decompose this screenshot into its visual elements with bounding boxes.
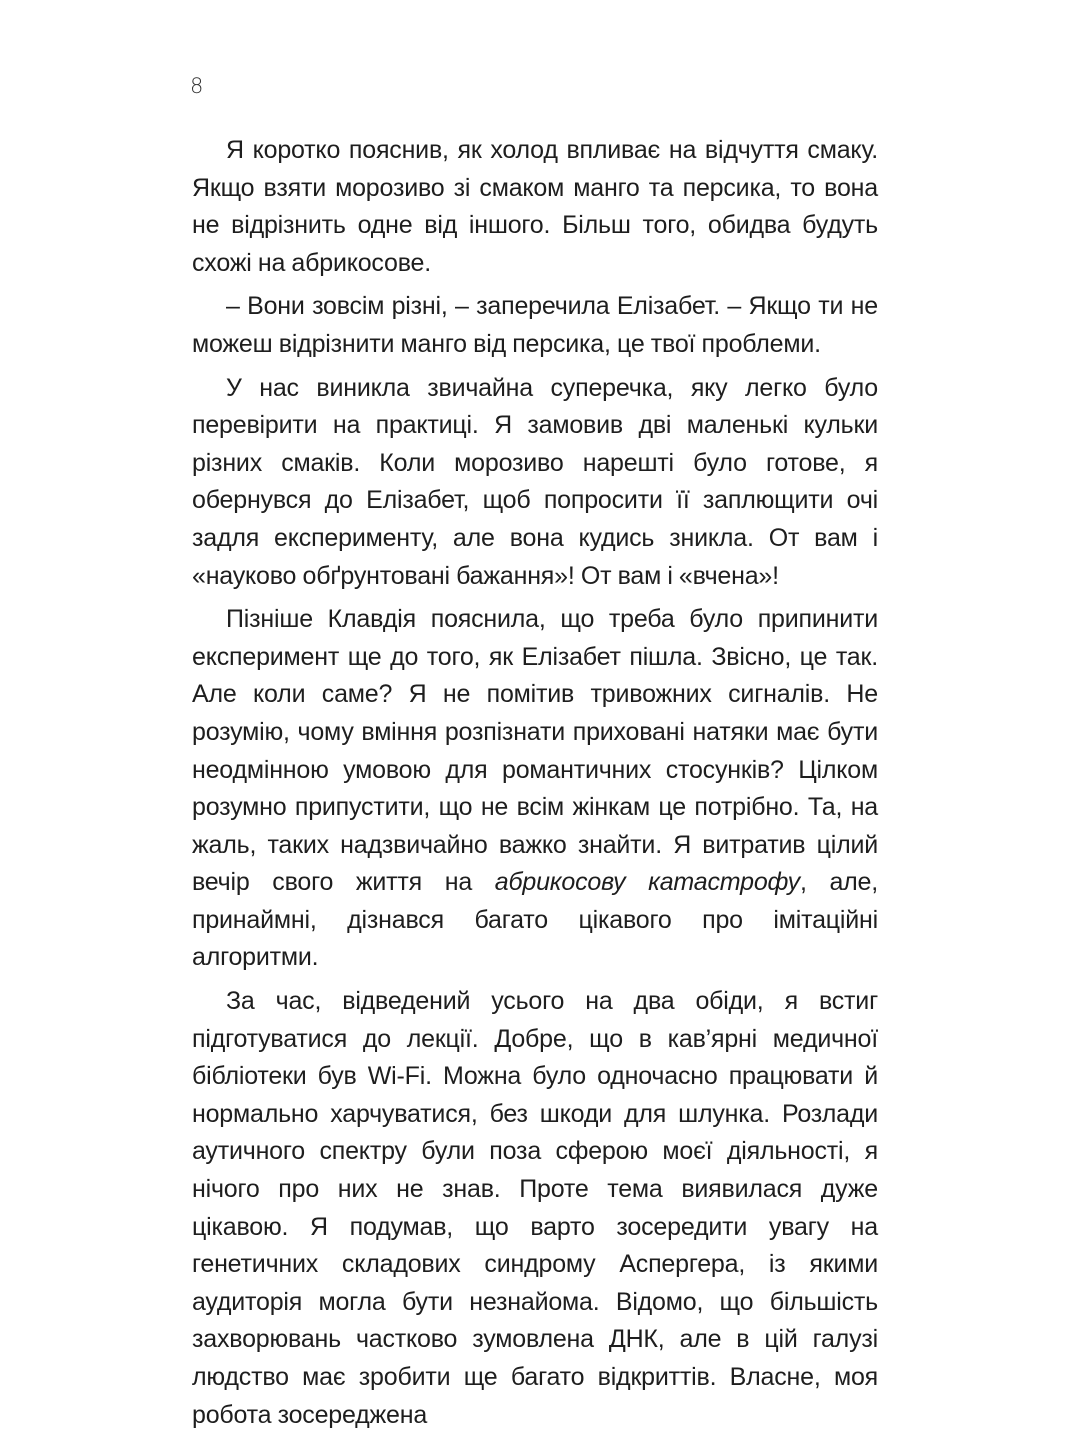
paragraph-text: – Вони зовсім різні, – заперечила Елізабет. – Якщо ти не можеш відрізнити манго від персика, це твої проблеми. (192, 292, 878, 358)
paragraph-text: Я коротко пояснив, як холод впливає на відчуття смаку. Якщо взяти морозиво зі смаком манго та персика, то вона не відрізнить одне від іншого. Більш того, обидва будуть схожі на абрикосове. (192, 136, 878, 277)
paragraph-text: У нас виникла звичайна суперечка, яку легко було перевірити на практиці. Я замовив дві маленькі кульки різних смаків. Коли морозиво нарешті було готове, я обернувся до Елізабет, щоб попросити її заплющити очі задля експерименту, але вона кудись зникла. От вам і «науково обґрунтовані бажання»! От вам і «вчена»! (192, 373, 878, 590)
paragraph (192, 132, 878, 282)
body-text (192, 132, 878, 1440)
paragraph-text: , але, принаймні, дізнався багато цікавого про імітаційні алгоритми. (192, 868, 878, 972)
paragraph-text: Пізніше Клавдія пояснила, що треба було припинити експеримент ще до того, як Елізабет пішла. Звісно, це так. Але коли саме? Я не помітив тривожних сигналів. Не розумію, чому вміння розпізнати приховані натяки має бути неодмінною умовою для романтичних стосунків? Цілком розумно припустити, що не всім жінкам це потрібно. Та, на жаль, таких надзвичайно важко знайти. Я витратив цілий вечір свого життя на (192, 605, 878, 897)
paragraph (192, 601, 878, 977)
italic-phrase: абрикосову катастрофу (494, 868, 800, 897)
paragraph (192, 983, 878, 1434)
paragraph (192, 370, 878, 596)
page-number: 8 (190, 74, 204, 98)
paragraph (192, 288, 878, 363)
paragraph-text: За час, відведений усього на два обіди, я встиг підготуватися до лекції. Добре, що в кав’ярні медичної бібліотеки був Wi-Fi. Можна було одночасно працювати й нормально харчуватися, без шкоди для шлунка. Розлади аутичного спектру були поза сферою моєї діяльності, я нічого про них не знав. Проте тема виявилася дуже цікавою. Я подумав, що варто зосередити увагу на генетичних складових синдрому Аспергера, із якими аудиторія могла бути незнайома. Відомо, що більшість захворювань частково зумовлена ДНК, але в цій галузі людство має зробити ще багато відкриттів. Власне, моя робота зосереджена (192, 987, 878, 1429)
